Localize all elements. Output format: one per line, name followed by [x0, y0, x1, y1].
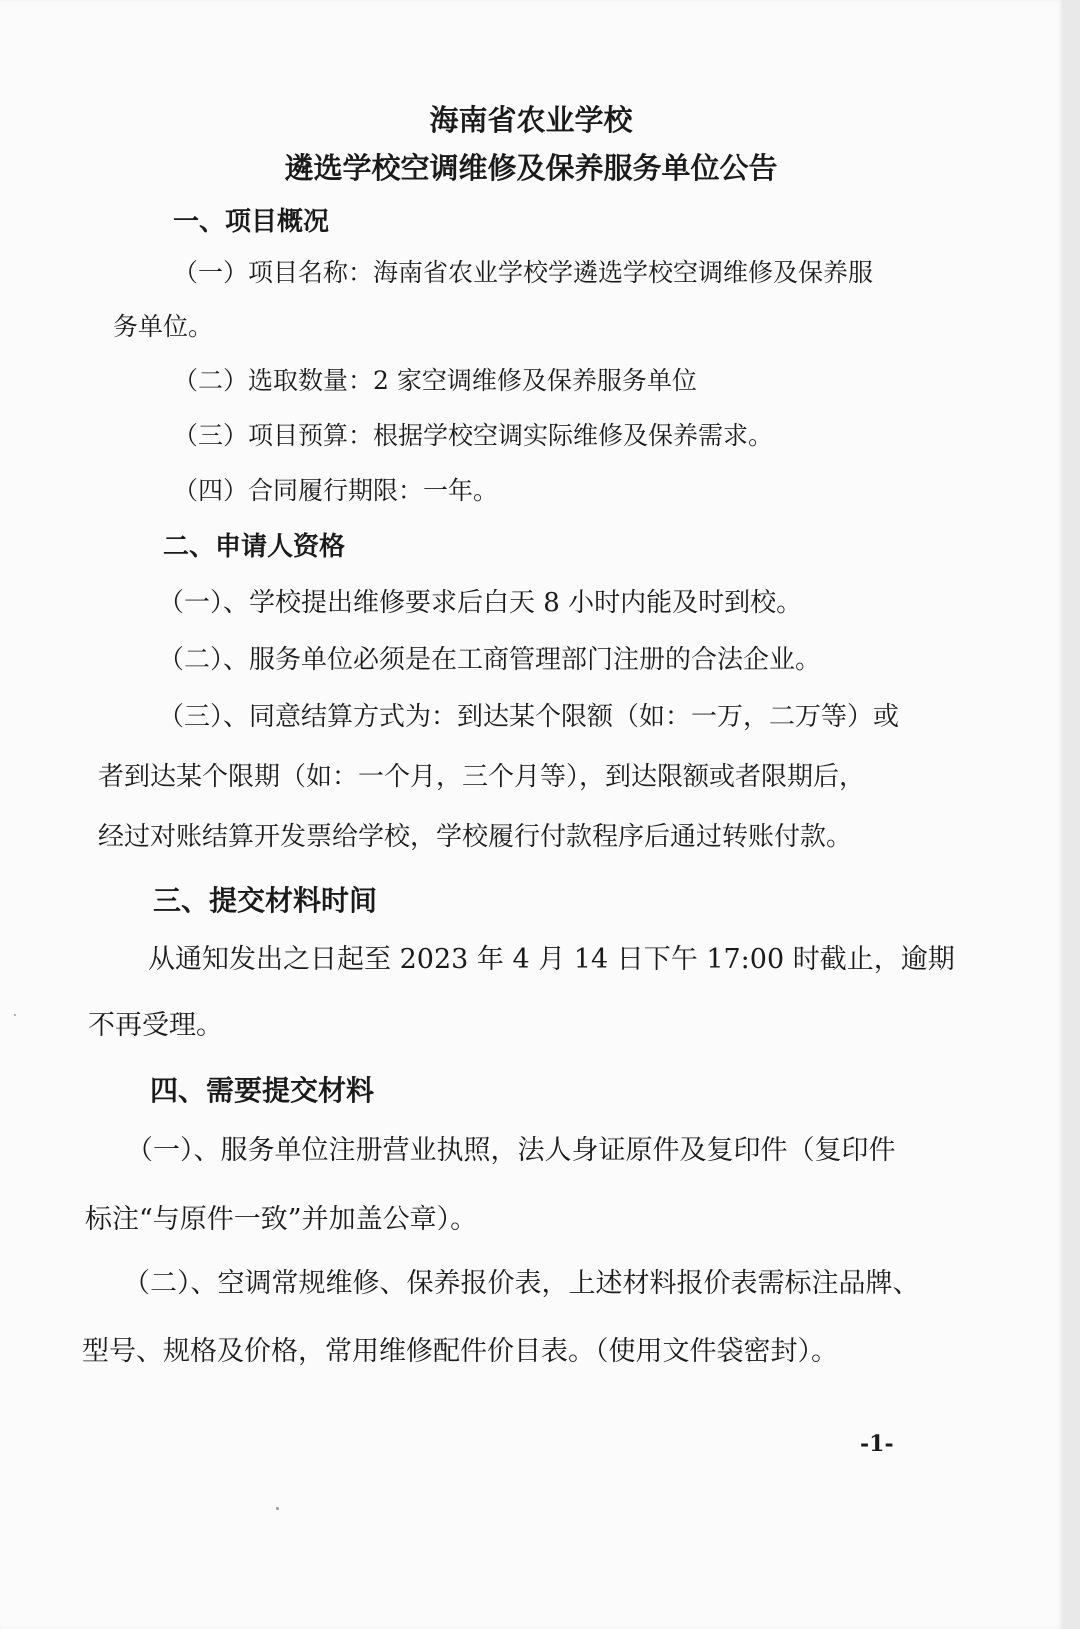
section-1-item-1-line-1: （一）项目名称：海南省农业学校学遴选学校空调维修及保养服: [173, 258, 874, 287]
section-1-heading: 一、项目概况: [173, 207, 330, 237]
section-2-item-1: （一）、学校提出维修要求后白天 8 小时内能及时到校。: [158, 588, 803, 618]
section-1-item-3: （三）项目预算：根据学校空调实际维修及保养需求。: [173, 421, 774, 450]
section-3-line-2: 不再受理。: [88, 1010, 223, 1041]
section-4-item-2-line-1: （二）、空调常规维修、保养报价表，上述材料报价表需标注品牌、: [123, 1268, 920, 1299]
section-4-item-1-line-1: （一）、服务单位注册营业执照，法人身证原件及复印件（复印件: [126, 1135, 896, 1166]
section-3-line-1: 从通知发出之日起至 2023 年 4 月 14 日下午 17:00 时截止，逾期: [148, 944, 955, 975]
section-2-item-3-line-2: 者到达某个限期（如：一个月，三个月等），到达限额或者限期后，: [98, 762, 866, 792]
scan-speck: [14, 1014, 16, 1016]
document-title-line1: 海南省农业学校: [429, 103, 633, 137]
page-number: -1-: [860, 1431, 894, 1457]
section-4-item-1-line-2: 标注“与原件一致”并加盖公章）。: [85, 1204, 478, 1235]
section-2-item-3-line-1: （三）、同意结算方式为：到达某个限额（如：一万，二万等）或: [158, 702, 900, 732]
section-1-item-1-line-2: 务单位。: [113, 312, 214, 341]
section-4-heading: 四、需要提交材料: [150, 1074, 375, 1107]
section-2-heading: 二、申请人资格: [163, 532, 346, 562]
section-1-item-4: （四）合同履行期限：一年。: [173, 476, 499, 505]
section-3-heading: 三、提交材料时间: [153, 884, 378, 917]
section-2-item-3-line-3: 经过对账结算开发票给学校，学校履行付款程序后通过转账付款。: [98, 822, 853, 852]
section-2-item-2: （二）、服务单位必须是在工商管理部门注册的合法企业。: [158, 645, 822, 675]
scan-speck: [276, 1507, 279, 1510]
document-title-line2: 遴选学校空调维修及保养服务单位公告: [284, 151, 778, 185]
section-4-item-2-line-2: 型号、规格及价格，常用维修配件价目表。（使用文件袋密封）。: [82, 1336, 838, 1367]
section-1-item-2: （二）选取数量：2 家空调维修及保养服务单位: [173, 366, 697, 395]
